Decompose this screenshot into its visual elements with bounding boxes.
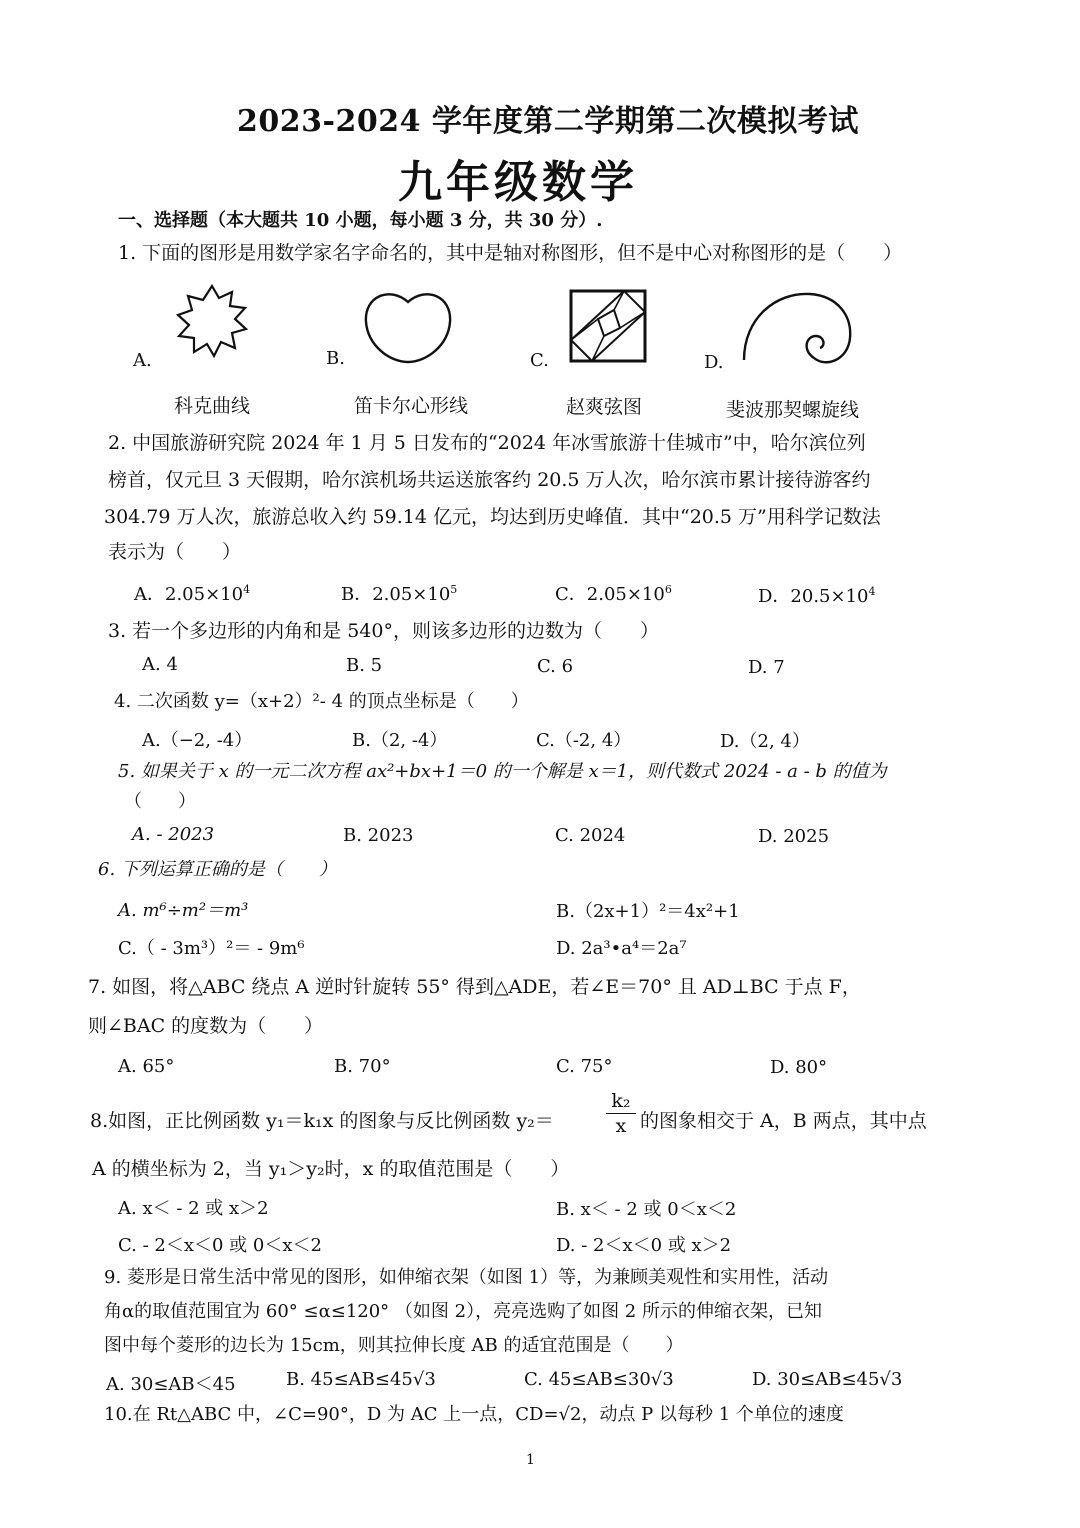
q9-option-c: C. 45≤AB≤30√3 — [524, 1369, 674, 1390]
q3-option-c: C. 6 — [537, 656, 574, 677]
q6-option-a: A. m⁶÷m²＝m³ — [118, 900, 249, 921]
question-8-line-1b: 的图象相交于 A，B 两点，其中点 — [640, 1110, 927, 1132]
cardioid-icon — [360, 288, 456, 366]
exam-subtitle: 九年级数学 — [398, 157, 638, 208]
fibonacci-spiral-icon — [738, 288, 856, 368]
q6-option-b: B.（2x+1）²＝4x²+1 — [556, 901, 740, 922]
q7-option-d: D. 80° — [770, 1057, 828, 1078]
q4-option-a: A.（−2, -4） — [142, 730, 253, 751]
q3-option-b: B. 5 — [346, 655, 383, 676]
question-7-line-2: 则∠BAC 的度数为（ ） — [88, 1015, 324, 1037]
exam-title: 2023-2024 学年度第二学期第二次模拟考试 — [237, 104, 859, 139]
q8-fraction-numerator: k₂ — [611, 1090, 631, 1112]
q5-option-a: A. - 2023 — [132, 824, 215, 845]
question-9-line-2: 角α的取值范围宜为 60° ≤α≤120° （如图 2），亮亮选购了如图 2 所示的伸缩衣架，已知 — [104, 1301, 822, 1322]
q6-option-d: D. 2a³•a⁴＝2a⁷ — [556, 938, 687, 959]
q2-option-d: D．$20.5\times 10^4$ — [758, 585, 876, 607]
q1-option-d-caption: 斐波那契螺旋线 — [726, 399, 860, 421]
question-10-stem: 10.在 Rt△ABC 中，∠C=90°，D 为 AC 上一点，CD=√2，动点 P 以每秒 1 个单位的速度 — [104, 1404, 844, 1425]
q1-option-b-letter: B. — [326, 348, 345, 369]
q9-option-d: D. 30≤AB≤45√3 — [752, 1369, 903, 1390]
question-9-line-1: 9. 菱形是日常生活中常见的图形，如伸缩衣架（如图 1）等，为兼顾美观性和实用性，活动 — [104, 1267, 829, 1288]
question-9-line-3: 图中每个菱形的边长为 15cm，则其拉伸长度 AB 的适宜范围是（ ） — [104, 1335, 684, 1356]
question-6-stem: 6. 下列运算正确的是（ ） — [98, 859, 337, 880]
section-heading: 一、选择题（本大题共 10 小题，每小题 3 分，共 30 分）. — [118, 210, 603, 231]
q7-option-c: C. 75° — [556, 1056, 613, 1077]
q8-option-a: A. x＜ - 2 或 x＞2 — [118, 1198, 269, 1219]
question-8-line-1a: 8.如图，正比例函数 y₁＝k₁x 的图象与反比例函数 y₂＝ — [90, 1110, 554, 1132]
page-number: 1 — [526, 1452, 535, 1468]
q8-fraction-bar — [606, 1113, 636, 1114]
q2-option-c: C．$2.05\times 10^6$ — [555, 583, 672, 605]
q8-fraction — [604, 1090, 638, 1137]
q3-option-a: A. 4 — [142, 654, 178, 675]
question-4-stem: 4. 二次函数 y=（x+2）²- 4 的顶点坐标是（ ） — [114, 691, 529, 712]
q8-option-d: D. - 2＜x＜0 或 x＞2 — [556, 1235, 732, 1256]
q5-option-c: C. 2024 — [555, 825, 626, 846]
q5-option-d: D. 2025 — [758, 826, 830, 847]
question-7-line-1: 7. 如图，将△ABC 绕点 A 逆时针旋转 55° 得到△ADE，若∠E＝70° 且 AD⊥BC 于点 F， — [88, 976, 861, 998]
q1-option-a-caption: 科克曲线 — [174, 395, 251, 417]
question-2-line-2: 榜首，仅元旦 3 天假期，哈尔滨机场共运送旅客约 20.5 万人次，哈尔滨市累计接待游客约 — [108, 469, 871, 491]
q2-option-b: B．$2.05\times 10^5$ — [341, 583, 458, 605]
q1-option-d-letter: D. — [704, 352, 724, 373]
q4-option-c: C.（-2, 4） — [536, 730, 632, 751]
q9-option-a: A. 30≤AB＜45 — [106, 1374, 236, 1395]
q9-option-b: B. 45≤AB≤45√3 — [286, 1369, 436, 1390]
q4-option-b: B.（2, -4） — [352, 730, 448, 751]
question-2-line-1: 2. 中国旅游研究院 2024 年 1 月 5 日发布的“2024 年冰雪旅游十佳城市”中，哈尔滨位列 — [108, 432, 866, 454]
q1-option-c-caption: 赵爽弦图 — [566, 396, 643, 418]
q1-option-a-letter: A. — [133, 350, 152, 371]
q2-option-a: A．$2.05\times 10^4$ — [134, 583, 251, 605]
question-1-stem: 1. 下面的图形是用数学家名字命名的，其中是轴对称图形，但不是中心对称图形的是（ ） — [118, 242, 903, 264]
question-3-stem: 3. 若一个多边形的内角和是 540°，则该多边形的边数为（ ） — [108, 620, 659, 642]
q1-option-b-caption: 笛卡尔心形线 — [354, 395, 469, 417]
question-8-line-2: A 的横坐标为 2，当 y₁＞y₂时，x 的取值范围是（ ） — [92, 1158, 570, 1180]
question-5-stem: 5. 如果关于 x 的一元二次方程 ax²+bx+1＝0 的一个解是 x＝1，则代数式 2024 - a - b 的值为 — [118, 761, 887, 782]
q8-fraction-denominator: x — [615, 1115, 627, 1137]
question-2-line-4: 表示为（ ） — [108, 541, 242, 563]
q1-option-c-letter: C. — [530, 350, 549, 371]
q5-option-b: B. 2023 — [343, 825, 414, 846]
q4-option-d: D.（2, 4） — [720, 731, 810, 752]
q7-option-b: B. 70° — [334, 1056, 391, 1077]
q8-option-c: C. - 2＜x＜0 或 0＜x＜2 — [118, 1235, 322, 1256]
q3-option-d: D. 7 — [748, 657, 785, 678]
koch-snowflake-icon — [172, 282, 252, 362]
zhao-shuang-diagram-icon — [568, 288, 648, 364]
question-2-line-3: 304.79 万人次，旅游总收入约 59.14 亿元，均达到历史峰值．其中“20.5 万”用科学记数法 — [104, 506, 881, 528]
q6-option-c: C.（ - 3m³）²＝ - 9m⁶ — [118, 938, 305, 959]
q8-option-b: B. x＜ - 2 或 0＜x＜2 — [556, 1199, 737, 1220]
q7-option-a: A. 65° — [118, 1056, 175, 1077]
question-5-stem-2: （ ） — [124, 791, 196, 812]
